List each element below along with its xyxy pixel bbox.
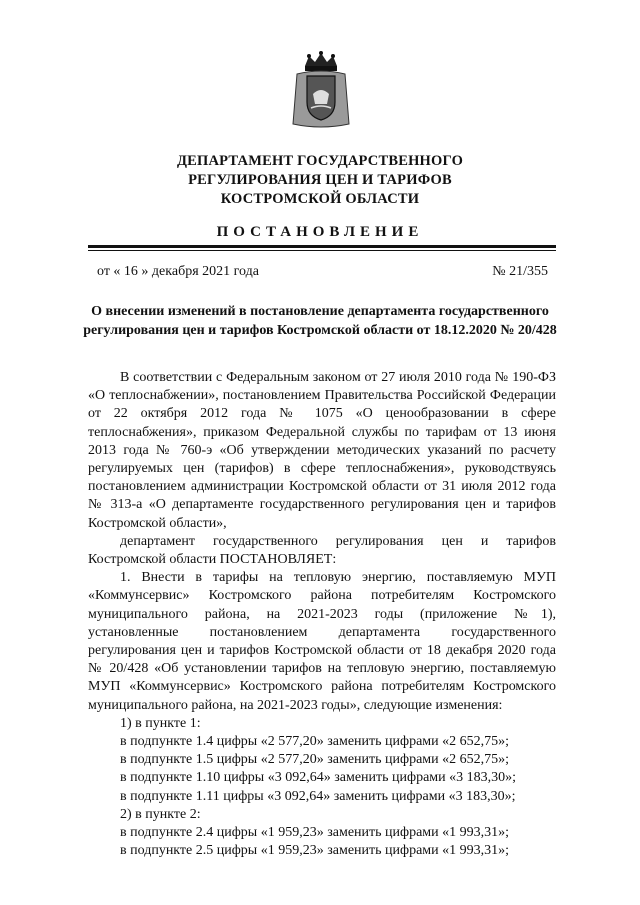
body-paragraph: в подпункте 2.5 цифры «1 959,23» заменить цифрами «1 993,31»; — [120, 843, 510, 859]
document-number: № 21/355 — [492, 264, 548, 279]
body-paragraph: в подпункте 1.11 цифры «3 092,64» заменить цифрами «3 183,30»; — [120, 788, 516, 804]
document-type: ПОСТАНОВЛЕНИЕ — [216, 224, 424, 240]
header-divider-thin — [88, 250, 556, 251]
body-paragraph: 1. Внести в тарифы на тепловую энергию, поставляемую МУП «Коммунсервис» Костромского района потребителям Костромского муниципального района, на 2021-2023 годы (приложение №1), установленные постановлением департамента государственного регулирования цен и тарифов Костромской области от 18 декабря 2020 года № 20/428 «Об установлении тарифов на тепловую энергию, поставляемую МУП «Коммунсервис» Костромского района потребителям Костромского муниципального района, на 2021-2023 годы», следующие изменения: — [88, 570, 556, 713]
header-divider-thick — [88, 245, 556, 248]
body-paragraph: В соответствии с Федеральным законом от 27 июля 2010 года № 190-ФЗ «О теплоснабжении», постановлением Правительства Российской Федерации от 22 октября 2012 года № 1075 «О ценообразовании в сфере теплоснабжения», приказом Федеральной службы по тарифам от 13 июня 2013 года № 760-э «Об утверждении методических указаний по расчету регулируемых цен (тарифов) в сфере теплоснабжения», руководствуясь постановлением администрации Костромской области от 31 июля 2012 года № 313-а «О департаменте государственного регулирования цен и тарифов Костромской области», — [88, 370, 556, 531]
coat-of-arms-icon — [291, 50, 351, 130]
document-body — [88, 369, 556, 860]
department-line: РЕГУЛИРОВАНИЯ ЦЕН И ТАРИФОВ — [188, 172, 452, 188]
document-subject: О внесении изменений в постановление департамента государственного регулирования цен и тарифов Костромской области от 18.12.2020 № 20/428 — [83, 304, 557, 338]
department-line: ДЕПАРТАМЕНТ ГОСУДАРСТВЕННОГО — [176, 153, 464, 169]
body-paragraph: 2) в пункте 2: — [120, 806, 201, 822]
body-paragraph: в подпункте 1.10 цифры «3 092,64» заменить цифрами «3 183,30»; — [120, 770, 517, 786]
body-paragraph: в подпункте 2.4 цифры «1 959,23» заменить цифрами «1 993,31»; — [120, 825, 510, 841]
department-line: КОСТРОМСКОЙ ОБЛАСТИ — [220, 191, 420, 207]
department-name — [120, 152, 520, 209]
document-date: от « 16 » декабря 2021 года — [97, 264, 259, 279]
body-paragraph: в подпункте 1.5 цифры «2 577,20» заменить цифрами «2 652,75»; — [120, 752, 510, 768]
body-paragraph: департамент государственного регулирования цен и тарифов Костромской области ПОСТАНОВЛЯЕТ: — [88, 533, 556, 568]
body-paragraph: 1) в пункте 1: — [120, 715, 201, 731]
body-paragraph: в подпункте 1.4 цифры «2 577,20» заменить цифрами «2 652,75»; — [120, 734, 510, 750]
